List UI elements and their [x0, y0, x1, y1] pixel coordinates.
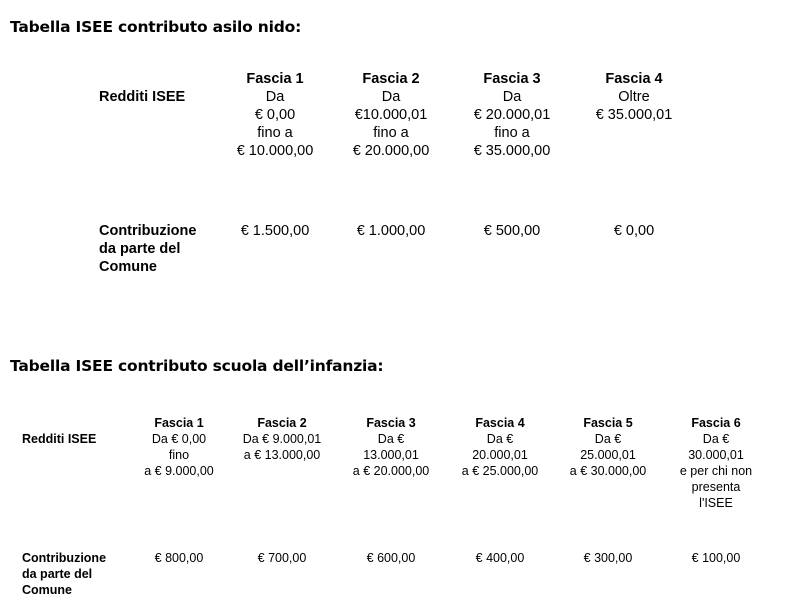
table1-band-1-line: Da — [265, 89, 285, 105]
table2-band-2-line: a € 13.000,00 — [243, 448, 321, 462]
table1-band-2 — [331, 70, 451, 160]
table2-title: Tabella ISEE contributo scuola dell’infanzia: — [10, 357, 384, 375]
table2-band-1-header: Fascia 1 — [154, 416, 204, 430]
table1-band-1 — [215, 70, 335, 160]
table2-band-1-line: a € 9.000,00 — [144, 464, 214, 478]
table2-contribution-5: € 300,00 — [583, 551, 633, 565]
table2-contribution-label-line-3: Comune — [22, 583, 72, 597]
table2-band-1-line: fino — [168, 448, 190, 462]
table2-band-5-line: Da € — [594, 432, 622, 446]
table2-band-5-line: a € 30.000,00 — [569, 464, 647, 478]
table1-band-3 — [452, 70, 572, 160]
table2-band-3 — [338, 415, 444, 479]
table2-band-5 — [555, 415, 661, 479]
table1-band-3-line: € 20.000,01 — [473, 107, 551, 123]
table2-row-label-contribution — [22, 550, 106, 598]
table2-band-3-line: Da € — [377, 432, 405, 446]
table2-contribution-label-line-2: da parte del — [22, 567, 93, 581]
table1-band-3-line: € 35.000,00 — [473, 143, 551, 159]
table1-band-4-line: € 35.000,01 — [595, 107, 673, 123]
table1-contribution-label-line-1: Contribuzione — [99, 223, 197, 239]
table1-band-3-line: Da — [502, 89, 522, 105]
table2-band-2-header: Fascia 2 — [257, 416, 307, 430]
table1-band-3-line: fino a — [494, 125, 530, 141]
table1-contribution-4: € 0,00 — [613, 223, 655, 239]
table2-band-2 — [229, 415, 335, 463]
table1-title: Tabella ISEE contributo asilo nido: — [10, 18, 302, 36]
table1-row-label-contribution — [99, 222, 196, 276]
table2-band-4-line: 20.000,01 — [472, 448, 528, 462]
table1-row-label-income: Redditi ISEE — [99, 89, 186, 105]
table2-band-2-line: Da € 9.000,01 — [242, 432, 322, 446]
table2-contribution-3: € 600,00 — [366, 551, 416, 565]
table1-band-4 — [574, 70, 694, 124]
table2-band-4-line: Da € — [486, 432, 514, 446]
table2-band-3-header: Fascia 3 — [366, 416, 416, 430]
table1-contribution-label-line-2: da parte del — [99, 241, 181, 257]
table2-contribution-4: € 400,00 — [475, 551, 525, 565]
table1-band-1-header: Fascia 1 — [246, 71, 304, 87]
table2-band-3-line: a € 20.000,00 — [352, 464, 430, 478]
table1-band-2-header: Fascia 2 — [362, 71, 420, 87]
table2-band-5-line: 25.000,01 — [580, 448, 636, 462]
table2-band-4-line: a € 25.000,00 — [461, 464, 539, 478]
table1-band-1-line: fino a — [257, 125, 293, 141]
table2-band-4 — [447, 415, 553, 479]
table2-band-6-line: Da € — [702, 432, 730, 446]
table2-band-5-header: Fascia 5 — [583, 416, 633, 430]
table1-band-1-line: € 10.000,00 — [236, 143, 314, 159]
table1-band-2-line: €10.000,01 — [354, 107, 428, 123]
table2-band-6-header: Fascia 6 — [691, 416, 741, 430]
table1-band-4-header: Fascia 4 — [605, 71, 663, 87]
table1-band-1-line: € 0,00 — [254, 107, 296, 123]
table2-contribution-6: € 100,00 — [691, 551, 741, 565]
table1-band-4-line: Oltre — [618, 89, 650, 105]
table1-contribution-label-line-3: Comune — [99, 259, 157, 275]
table1-band-2-line: € 20.000,00 — [352, 143, 430, 159]
table1-band-2-line: Da — [381, 89, 401, 105]
table2-band-1-line: Da € 0,00 — [151, 432, 207, 446]
table2-band-4-header: Fascia 4 — [475, 416, 525, 430]
table2-band-6-line: presenta — [691, 480, 741, 494]
table2-contribution-1: € 800,00 — [154, 551, 204, 565]
table2-contribution-label-line-1: Contribuzione — [22, 551, 107, 565]
table2-contribution-2: € 700,00 — [257, 551, 307, 565]
table2-band-6-line: 30.000,01 — [688, 448, 744, 462]
table1-band-3-header: Fascia 3 — [483, 71, 541, 87]
table1-contribution-1: € 1.500,00 — [240, 223, 310, 239]
table2-band-6 — [663, 415, 769, 511]
table2-band-3-line: 13.000,01 — [363, 448, 419, 462]
table1-band-2-line: fino a — [373, 125, 409, 141]
table2-band-6-line: e per chi non — [679, 464, 753, 478]
table2-row-label-income: Redditi ISEE — [22, 432, 97, 446]
table1-contribution-3: € 500,00 — [483, 223, 541, 239]
table2-band-1 — [126, 415, 232, 479]
table1-contribution-2: € 1.000,00 — [356, 223, 426, 239]
table2-band-6-line: l'ISEE — [699, 496, 733, 510]
